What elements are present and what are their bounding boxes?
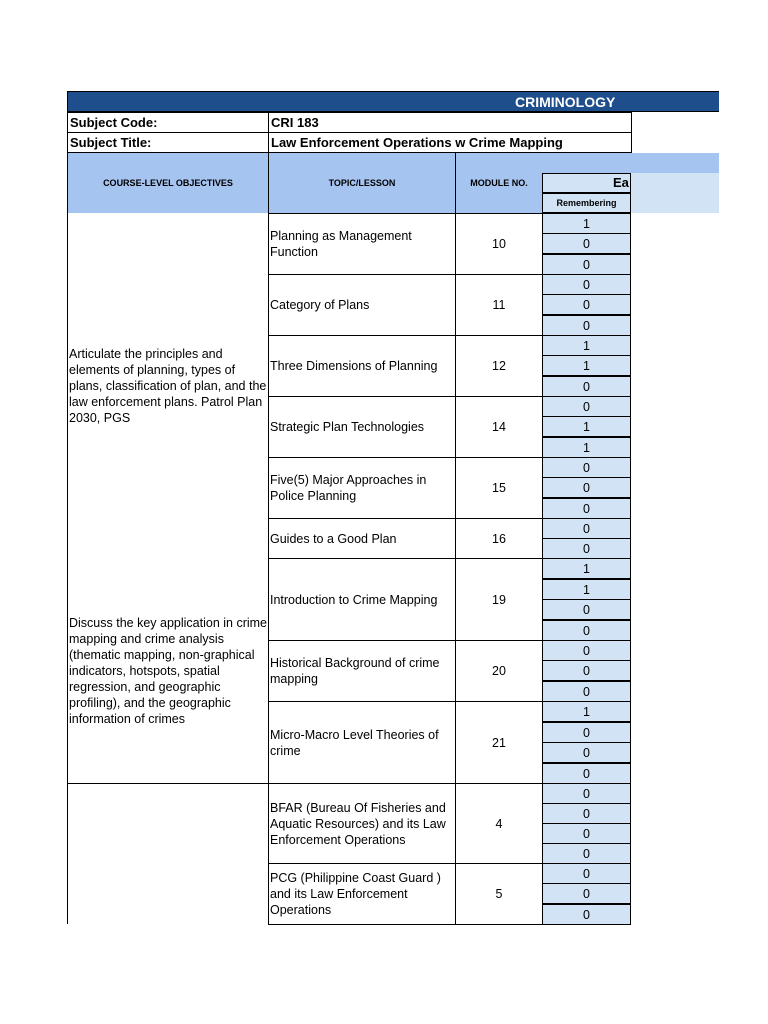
- module-cell: 19: [455, 558, 543, 641]
- value-cell: 0: [542, 294, 631, 315]
- value-cell: 0: [542, 803, 631, 824]
- module-cell: 20: [455, 640, 543, 702]
- value-cell: 0: [542, 599, 631, 620]
- value-cell: 0: [542, 863, 631, 884]
- value-cell: 0: [542, 763, 631, 784]
- value-cell: 1: [542, 355, 631, 376]
- value-cell: 0: [542, 620, 631, 641]
- topic-cell: BFAR (Bureau Of Fisheries and Aquatic Resources) and its Law Enforcement Operations: [268, 783, 456, 864]
- value-cell: 0: [542, 254, 631, 275]
- banner-title: CRIMINOLOGY: [515, 94, 616, 110]
- value-cell: 0: [542, 783, 631, 804]
- module-cell: 14: [455, 396, 543, 458]
- objective-cell: [67, 558, 269, 784]
- topic-header: TOPIC/LESSON: [268, 152, 456, 214]
- objective-cell: [67, 783, 269, 924]
- value-cell: 0: [542, 518, 631, 539]
- value-cell: 0: [542, 823, 631, 844]
- subject-title-label: Subject Title:: [67, 132, 269, 153]
- module-header: MODULE NO.: [455, 152, 543, 214]
- level-side-band: [631, 173, 719, 213]
- value-cell: 1: [542, 437, 631, 458]
- topic-cell: Planning as Management Function: [268, 213, 456, 275]
- value-cell: 0: [542, 274, 631, 295]
- module-cell: 21: [455, 701, 543, 784]
- value-cell: 1: [542, 558, 631, 579]
- module-cell: 10: [455, 213, 543, 275]
- value-cell: 1: [542, 579, 631, 600]
- value-cell: 0: [542, 681, 631, 702]
- subject-title-value: Law Enforcement Operations w Crime Mapping: [268, 132, 632, 153]
- topic-cell: Five(5) Major Approaches in Police Planning: [268, 457, 456, 519]
- value-cell: 0: [542, 742, 631, 763]
- value-cell: 1: [542, 416, 631, 437]
- value-cell: 0: [542, 722, 631, 743]
- subject-code-label: Subject Code:: [67, 112, 269, 133]
- value-cell: 0: [542, 883, 631, 904]
- topic-cell: Category of Plans: [268, 274, 456, 336]
- module-cell: 16: [455, 518, 543, 559]
- objectives-header: COURSE-LEVEL OBJECTIVES: [67, 152, 269, 214]
- value-cell: 0: [542, 396, 631, 417]
- topic-cell: PCG (Philippine Coast Guard ) and its Law Enforcement Operations: [268, 863, 456, 925]
- subject-code-value: CRI 183: [268, 112, 632, 133]
- level-group-band: [542, 153, 719, 173]
- objective-text: Articulate the principles and elements of planning, types of plans, classification of plan, and the law enforcement plans. Patrol Plan 2030, PGS: [69, 346, 267, 425]
- value-cell: 0: [542, 376, 631, 397]
- value-cell: 0: [542, 315, 631, 336]
- value-cell: 0: [542, 660, 631, 681]
- topic-cell: Introduction to Crime Mapping: [268, 558, 456, 641]
- module-cell: 15: [455, 457, 543, 519]
- value-cell: 1: [542, 701, 631, 722]
- topic-cell: Historical Background of crime mapping: [268, 640, 456, 702]
- module-cell: 11: [455, 274, 543, 336]
- level-header: Ea: [542, 173, 631, 193]
- value-cell: 0: [542, 233, 631, 254]
- module-cell: 4: [455, 783, 543, 864]
- value-cell: 0: [542, 843, 631, 864]
- topic-cell: Guides to a Good Plan: [268, 518, 456, 559]
- objective-cell: [67, 213, 269, 559]
- value-cell: 0: [542, 640, 631, 661]
- module-cell: 5: [455, 863, 543, 925]
- topic-cell: Three Dimensions of Planning: [268, 335, 456, 397]
- remembering-header: Remembering: [542, 193, 631, 213]
- value-cell: 0: [542, 457, 631, 478]
- value-cell: 1: [542, 335, 631, 356]
- module-cell: 12: [455, 335, 543, 397]
- value-cell: 0: [542, 904, 631, 925]
- value-cell: 0: [542, 538, 631, 559]
- objective-text: Discuss the key application in crime mapping and crime analysis (thematic mapping, non-graphical indicators, hotspots, spatial regression, and geographic profiling), and the geographic information of crimes: [69, 615, 267, 726]
- topic-cell: Strategic Plan Technologies: [268, 396, 456, 458]
- topic-cell: Micro-Macro Level Theories of crime: [268, 701, 456, 784]
- value-cell: 1: [542, 213, 631, 234]
- value-cell: 0: [542, 477, 631, 498]
- value-cell: 0: [542, 498, 631, 519]
